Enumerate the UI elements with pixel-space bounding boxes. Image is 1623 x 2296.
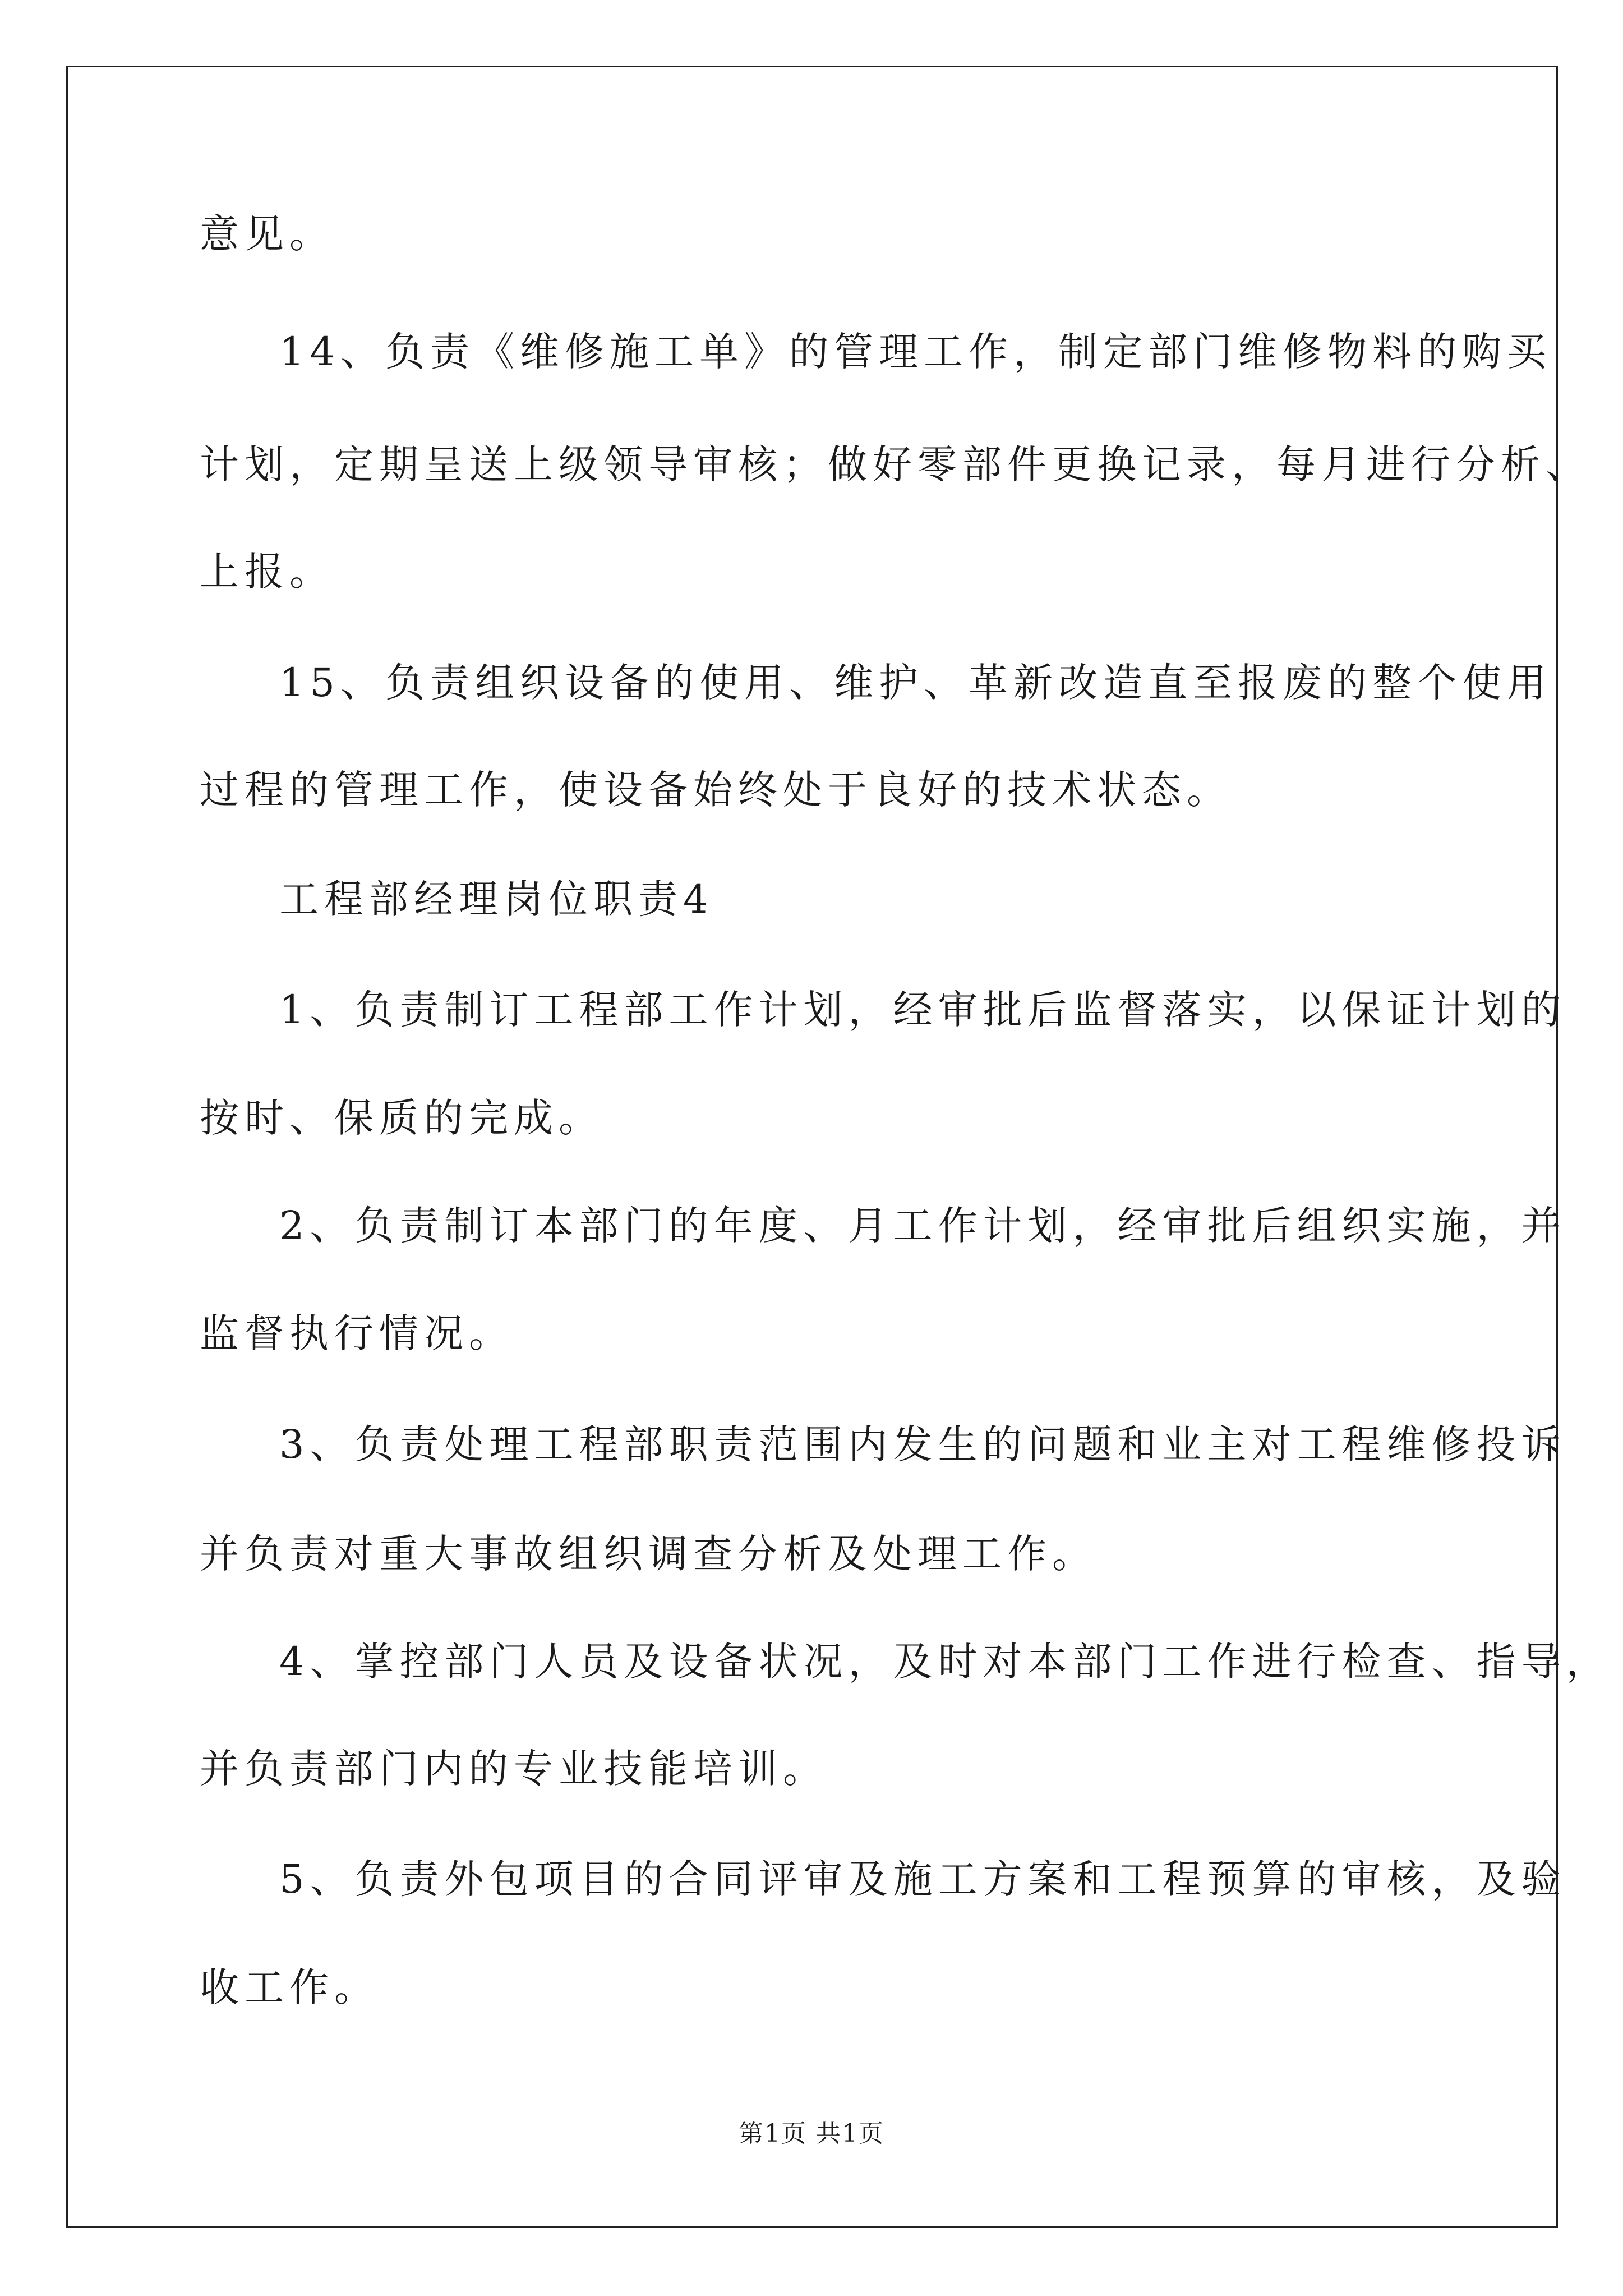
text-line: 过程的管理工作，使设备始终处于良好的技术状态。 bbox=[200, 767, 1232, 813]
text-line: 2、负责制订本部门的年度、月工作计划，经审批后组织实施，并 bbox=[279, 1203, 1566, 1249]
text-line: 1、负责制订工程部工作计划，经审批后监督落实，以保证计划的 bbox=[279, 987, 1566, 1033]
text-line: 5、负责外包项目的合同评审及施工方案和工程预算的审核，及验 bbox=[279, 1856, 1566, 1902]
text-line: 3、负责处理工程部职责范围内发生的问题和业主对工程维修投诉 bbox=[279, 1421, 1566, 1467]
text-line: 并负责部门内的专业技能培训。 bbox=[200, 1746, 828, 1792]
page-footer: 第1页 共1页 bbox=[739, 2119, 884, 2148]
text-line: 按时、保质的完成。 bbox=[200, 1095, 603, 1141]
text-line: 并负责对重大事故组织调查分析及处理工作。 bbox=[200, 1531, 1097, 1577]
text-line: 收工作。 bbox=[200, 1964, 379, 2010]
text-line: 意见。 bbox=[200, 211, 334, 257]
section-heading: 工程部经理岗位职责4 bbox=[279, 876, 714, 922]
text-line: 4、掌控部门人员及设备状况，及时对本部门工作进行检查、指导， bbox=[279, 1639, 1611, 1685]
text-line: 计划，定期呈送上级领导审核；做好零部件更换记录，每月进行分析、 bbox=[200, 441, 1590, 487]
text-line: 14、负责《维修施工单》的管理工作，制定部门维修物料的购买 bbox=[279, 329, 1552, 375]
text-line: 上报。 bbox=[200, 549, 334, 595]
text-line: 15、负责组织设备的使用、维护、革新改造直至报废的整个使用 bbox=[279, 660, 1552, 706]
text-line: 监督执行情况。 bbox=[200, 1310, 514, 1356]
page-border bbox=[66, 66, 1558, 2228]
